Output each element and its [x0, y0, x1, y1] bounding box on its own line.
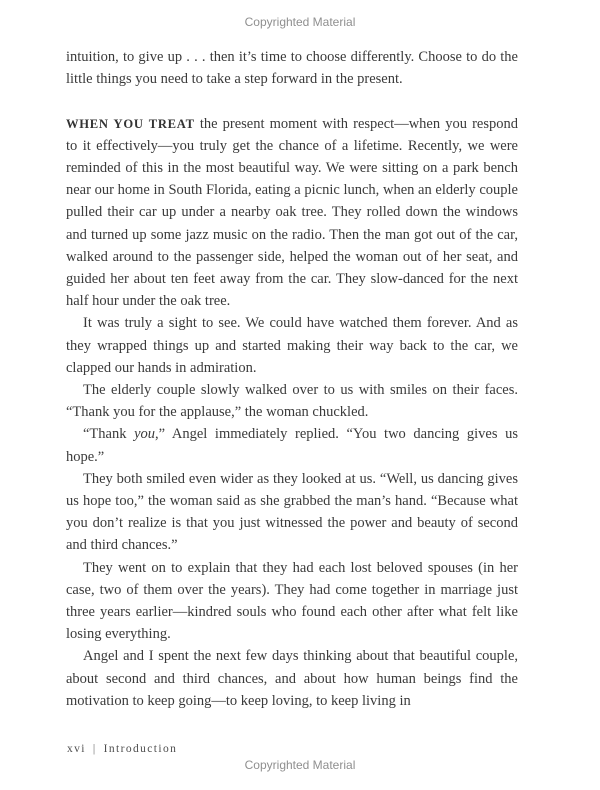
text-segment: “Thank	[83, 426, 135, 443]
footer-section-title: Introduction	[103, 743, 178, 755]
text-segment: It was truly a sight to see. We could have watched them forever. And as they wrapped things up and started making their way back to the car, we clapped our hands in admiration.	[66, 315, 518, 376]
paragraph	[66, 468, 518, 557]
copyright-banner-bottom: Copyrighted Material	[244, 758, 356, 772]
paragraph	[66, 645, 518, 712]
paragraph	[66, 312, 518, 379]
text-segment: ,” Angel immediately replied. “You two dancing gives us hope.”	[66, 426, 519, 465]
footer-divider: |	[92, 743, 97, 755]
footer-page-number: xvi	[67, 743, 86, 755]
paragraph	[66, 46, 518, 90]
page-body	[66, 46, 518, 712]
text-segment: you	[134, 426, 156, 443]
text-segment: intuition, to give up . . . then it’s time to choose differently. Choose to do the little things you need to take a step forward in the present.	[66, 49, 518, 88]
paragraph	[66, 113, 518, 313]
text-segment: They went on to explain that they had each lost beloved spouses (in her case, two of them over the years). They had come together in marriage just three years earlier—kindred souls who found each other after what felt like losing everything.	[66, 559, 518, 643]
text-segment: the present moment with respect—when you respond to it effectively—you truly get the chance of a lifetime. Recently, we were reminded of this in the most beautiful way. We were sitting on a park bench near our home in South Florida, eating a picnic lunch, when an elderly couple pulled their car up under a nearby oak tree. They rolled down the windows and turned up some jazz music on the radio. Then the man got out of the car, walked around to the passenger side, helped the woman out of her seat, and guided her about ten feet away from the car. They slow-danced for the next half hour under the oak tree.	[66, 115, 518, 310]
text-segment: They both smiled even wider as they looked at us. “Well, us dancing gives us hope too,” the woman said as she grabbed the man’s hand. “Because what you don’t realize is that you just witnessed the power and beauty of second and third chances.”	[66, 470, 518, 554]
page-footer	[67, 743, 177, 755]
text-segment: Angel and I spent the next few days thinking about that beautiful couple, about second and third chances, and about how human beings find the motivation to keep going—to keep loving, to keep living in	[66, 648, 518, 709]
paragraph-lead-in: WHEN YOU TREAT	[66, 116, 195, 131]
text-segment: The elderly couple slowly walked over to us with smiles on their faces. “Thank you for the applause,” the woman chuckled.	[66, 382, 518, 421]
paragraph	[66, 557, 518, 646]
copyright-banner-top: Copyrighted Material	[244, 15, 356, 29]
paragraph	[66, 423, 518, 467]
paragraph	[66, 379, 518, 423]
